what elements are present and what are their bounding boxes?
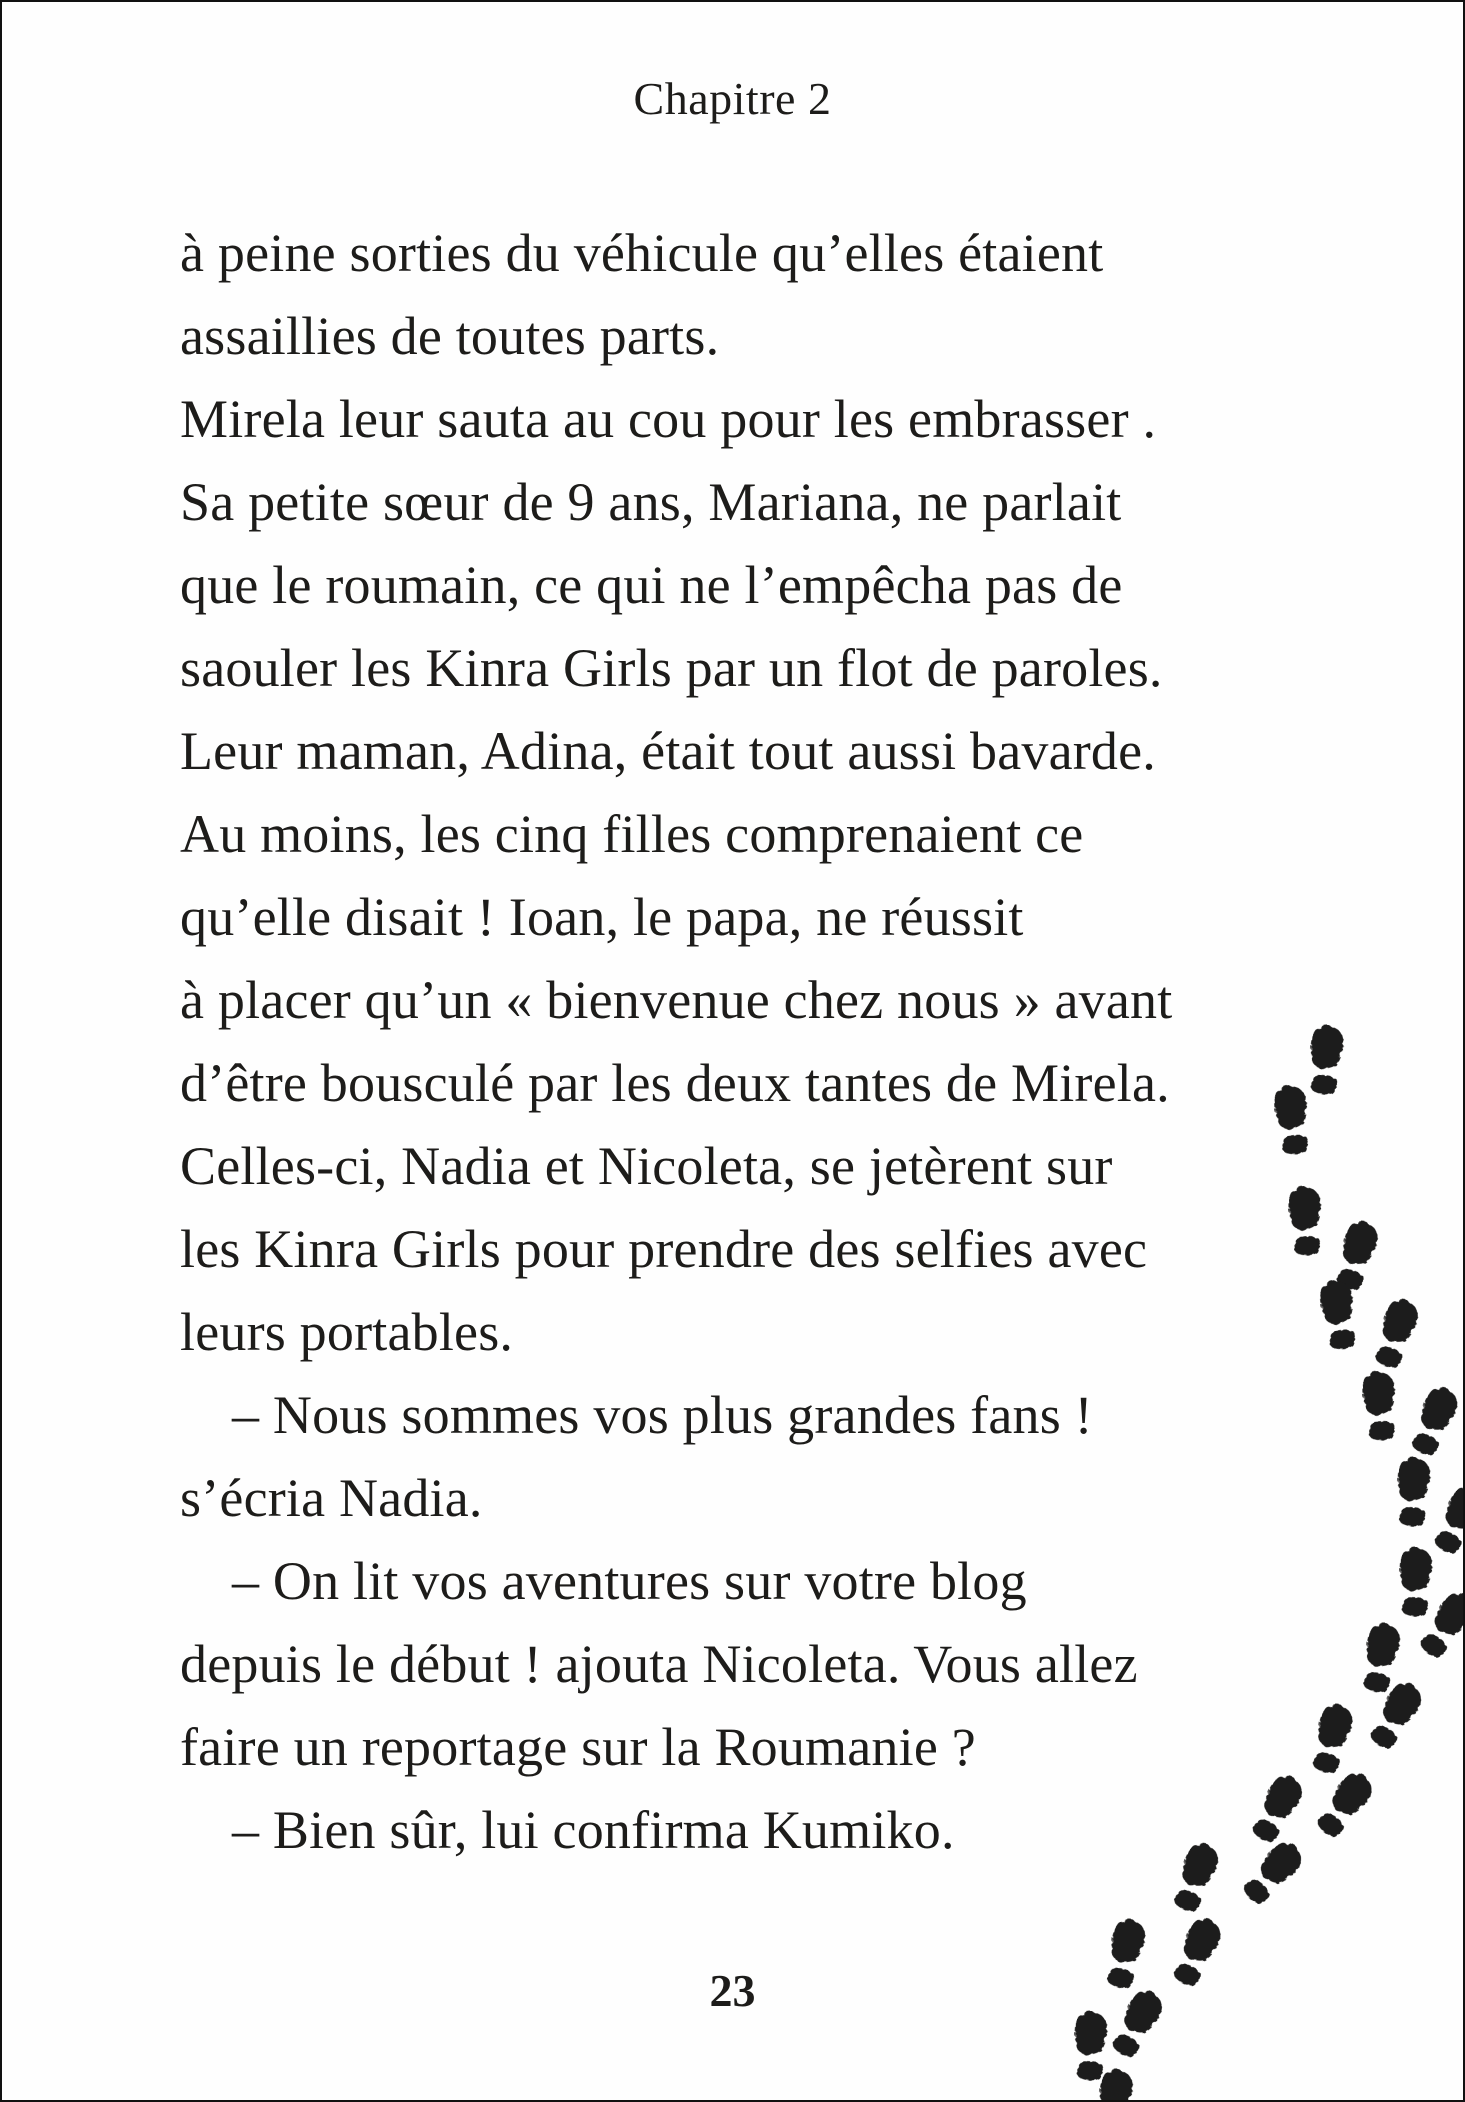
body-text-line: Celles-ci, Nadia et Nicoleta, se jetèrent sur (180, 1136, 1113, 1196)
body-text-line: assaillies de toutes parts. (180, 306, 720, 366)
body-text-line: – Bien sûr, lui confirma Kumiko. (232, 1800, 955, 1860)
body-text-line: Au moins, les cinq filles comprenaient ce (180, 804, 1084, 864)
body-text-line: qu’elle disait ! Ioan, le papa, ne réussit (180, 887, 1024, 947)
body-text-block (180, 212, 1420, 1872)
body-text-line: s’écria Nadia. (180, 1468, 483, 1528)
page-number: 23 (709, 1965, 756, 2016)
body-text-line: d’être bousculé par les deux tantes de Mirela. (180, 1053, 1170, 1113)
body-text-line: que le roumain, ce qui ne l’empêcha pas de (180, 555, 1123, 615)
body-text-line: Leur maman, Adina, était tout aussi bavarde. (180, 721, 1157, 781)
body-text-line: saouler les Kinra Girls par un flot de paroles. (180, 638, 1163, 698)
body-text-line: Sa petite sœur de 9 ans, Mariana, ne parlait (180, 472, 1122, 532)
shoe-footprint-icon (1073, 2011, 1107, 2081)
shoe-footprint-icon (1429, 1482, 1465, 1558)
body-text-line: à placer qu’un « bienvenue chez nous » avant (180, 970, 1173, 1030)
body-text-line: Mirela leur sauta au cou pour les embrasser . (180, 389, 1157, 449)
shoe-footprint-icon (1415, 1587, 1465, 1662)
body-text-line: les Kinra Girls pour prendre des selfies avec (180, 1219, 1148, 1279)
body-text-line: – On lit vos aventures sur votre blog (232, 1551, 1027, 1611)
chapter-heading: Chapitre 2 (633, 73, 832, 124)
body-text-line: – Nous sommes vos plus grandes fans ! (232, 1385, 1093, 1445)
body-text-line: leurs portables. (180, 1302, 514, 1362)
shoe-footprint-icon (1094, 2068, 1135, 2102)
body-text-line: faire un reportage sur la Roumanie ? (180, 1717, 976, 1777)
body-text-line: depuis le début ! ajouta Nicoleta. Vous allez (180, 1634, 1138, 1694)
body-text-line: à peine sorties du véhicule qu’elles étaient (180, 223, 1104, 283)
